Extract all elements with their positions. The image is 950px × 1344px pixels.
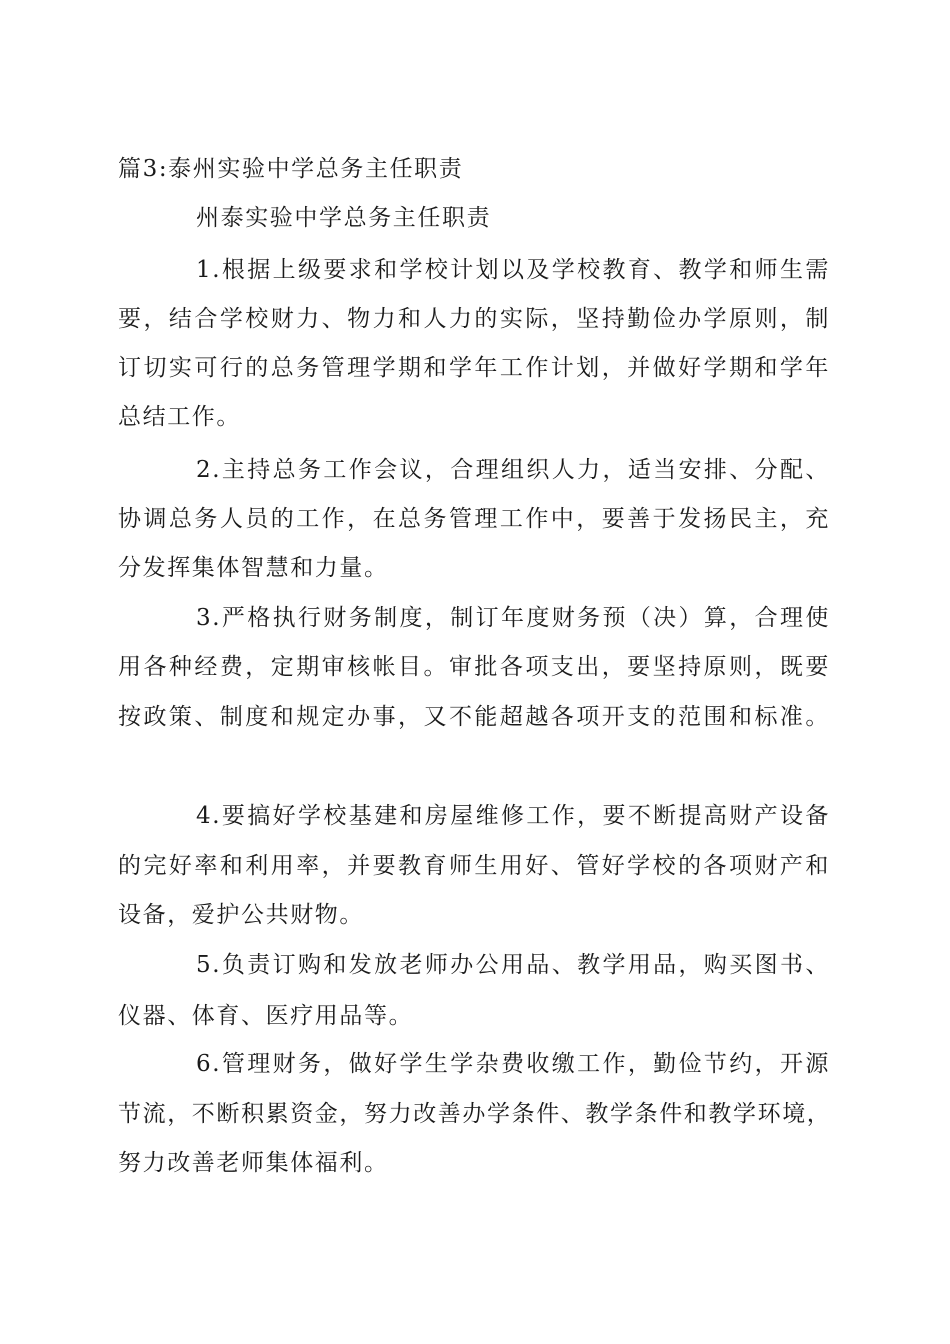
paragraph-2-line-3: 分发挥集体智慧和力量。 xyxy=(118,555,389,581)
paragraph-4-line-1: 4.要搞好学校基建和房屋维修工作，要不断提高财产设备 xyxy=(196,803,830,829)
paragraph-4-line-2: 的完好率和利用率，并要教育师生用好、管好学校的各项财产和 xyxy=(118,853,830,879)
paragraph-2-line-1: 2.主持总务工作会议，合理组织人力，适当安排、分配、 xyxy=(196,457,830,483)
paragraph-1-line-2: 要，结合学校财力、物力和人力的实际，坚持勤俭办学原则，制 xyxy=(118,306,830,332)
paragraph-1-line-1: 1.根据上级要求和学校计划以及学校教育、教学和师生需 xyxy=(196,257,830,283)
paragraph-5-line-1: 5.负责订购和发放老师办公用品、教学用品，购买图书、 xyxy=(196,952,830,978)
paragraph-3-line-1: 3.严格执行财务制度，制订年度财务预（决）算，合理使 xyxy=(196,605,830,631)
paragraph-1-line-3: 订切实可行的总务管理学期和学年工作计划，并做好学期和学年 xyxy=(118,355,830,381)
paragraph-6-line-1: 6.管理财务，做好学生学杂费收缴工作，勤俭节约，开源 xyxy=(196,1051,830,1077)
paragraph-2-line-2: 协调总务人员的工作，在总务管理工作中，要善于发扬民主，充 xyxy=(118,506,830,532)
paragraph-4-line-3: 设备，爱护公共财物。 xyxy=(118,902,364,928)
section-heading: 篇3:泰州实验中学总务主任职责 xyxy=(118,156,464,182)
paragraph-6-line-2: 节流，不断积累资金，努力改善办学条件、教学条件和教学环境， xyxy=(118,1101,832,1127)
paragraph-5-line-2: 仪器、体育、医疗用品等。 xyxy=(118,1003,414,1029)
document-title: 州泰实验中学总务主任职责 xyxy=(196,205,492,231)
paragraph-1-line-4: 总结工作。 xyxy=(118,404,241,430)
paragraph-6-line-3: 努力改善老师集体福利。 xyxy=(118,1150,389,1176)
paragraph-3-line-2: 用各种经费，定期审核帐目。审批各项支出，要坚持原则，既要 xyxy=(118,654,830,680)
paragraph-3-line-3: 按政策、制度和规定办事，又不能超越各项开支的范围和标准。 xyxy=(118,704,830,730)
